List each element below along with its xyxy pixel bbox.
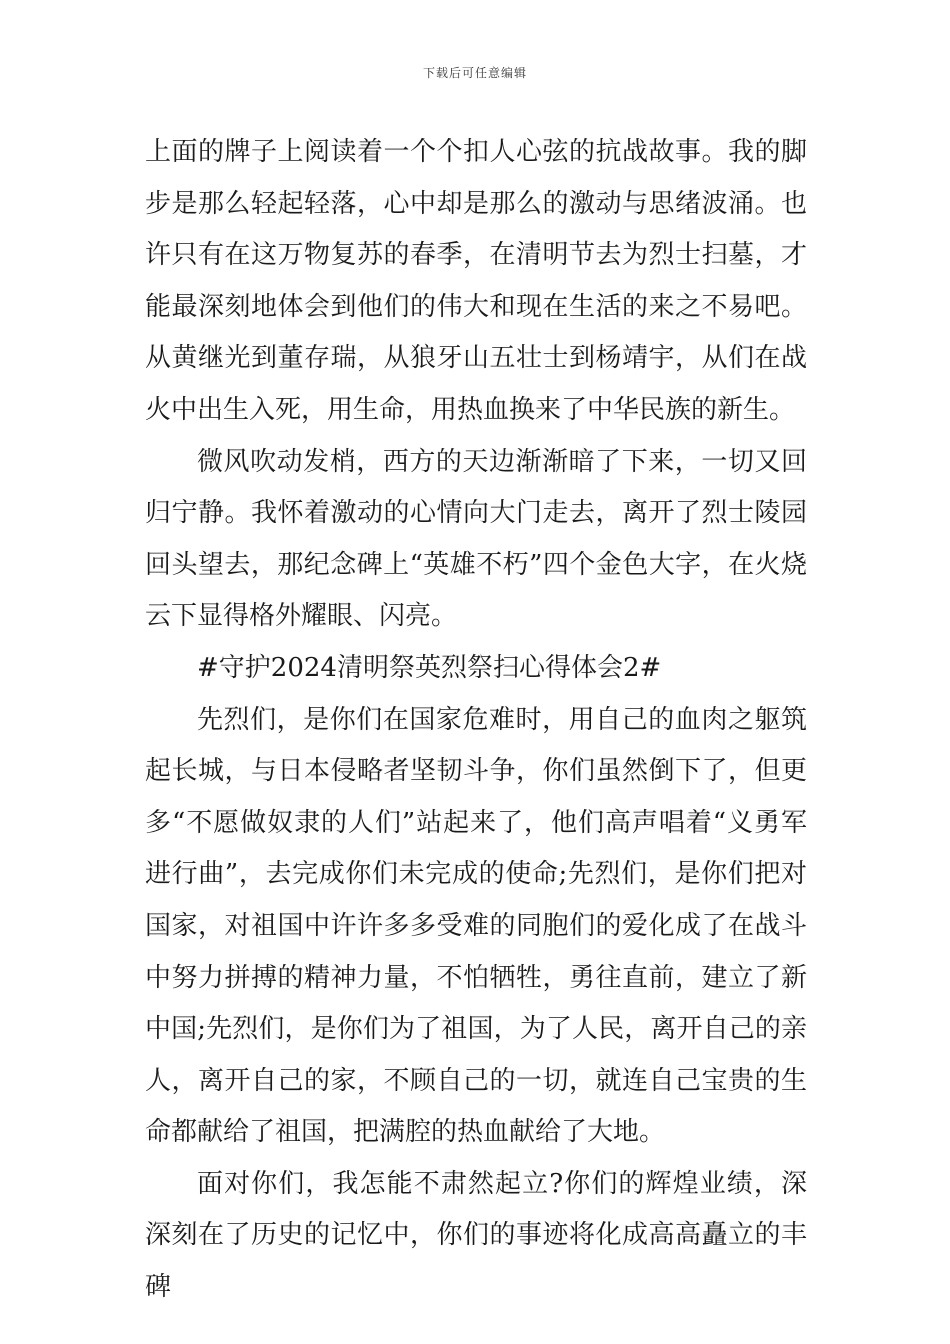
paragraph-3: 先烈们，是你们在国家危难时，用自己的血肉之躯筑起长城，与日本侵略者坚韧斗争，你们虽然倒下了，但更多“不愿做奴隶的人们”站起来了，他们高声唱着“义勇军进行曲”，去完成你们未完成的使命;先烈们，是你们把对国家，对祖国中许许多多受难的同胞们的爱化成了在战斗中努力拼搏的精神力量，不怕牺牲，勇往直前，建立了新中国;先烈们，是你们为了祖国，为了人民，离开自己的亲人，离开自己的家，不顾自己的一切，就连自己宝贵的生命都献给了祖国，把满腔的热血献给了大地。: [145, 704, 807, 1148]
paragraph-4: 面对你们，我怎能不肃然起立?你们的辉煌业绩，深深刻在了历史的记忆中，你们的事迹将化成高高矗立的丰碑: [145, 1168, 807, 1303]
document-body: [145, 127, 807, 1314]
paragraph-1: 上面的牌子上阅读着一个个扣人心弦的抗战故事。我的脚步是那么轻起轻落，心中却是那么的激动与思绪波涌。也许只有在这万物复苏的春季，在清明节去为烈士扫墓，才能最深刻地体会到他们的伟大和现在生活的来之不易吧。从黄继光到董存瑞，从狼牙山五壮士到杨靖宇，从们在战火中出生入死，用生命，用热血换来了中华民族的新生。: [145, 137, 807, 425]
page-header: 下载后可任意编辑: [422, 66, 527, 80]
paragraph-2: 微风吹动发梢，西方的天边渐渐暗了下来，一切又回归宁静。我怀着激动的心情向大门走去，离开了烈士陵园回头望去，那纪念碑上“英雄不朽”四个金色大字，在火烧云下显得格外耀眼、闪亮。: [145, 446, 807, 632]
section-heading: #守护2024清明祭英烈祭扫心得体会2#: [197, 652, 662, 683]
